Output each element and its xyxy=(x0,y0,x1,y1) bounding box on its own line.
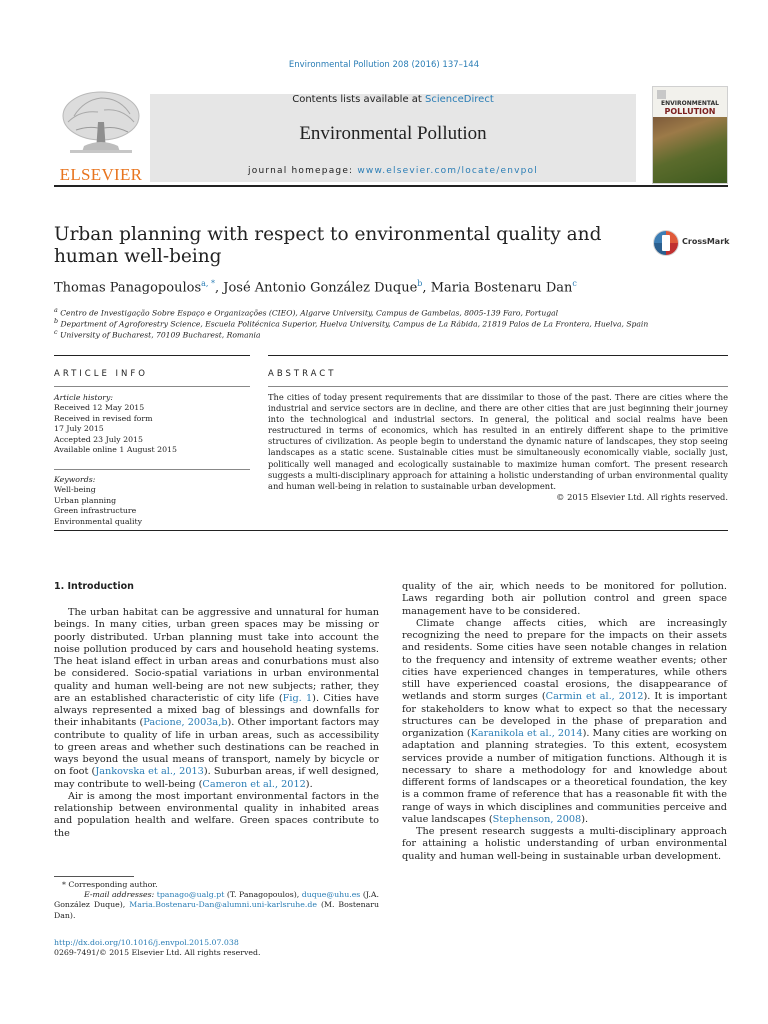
citation-link[interactable]: Carmin et al., 2012 xyxy=(545,691,644,703)
text-run: ). Suburban areas, if well designed, may contribute to well-being ( xyxy=(54,766,379,790)
body-paragraph xyxy=(402,618,727,826)
citation-link[interactable]: Pacione, 2003a,b xyxy=(143,717,228,729)
text-run: ). It is important for stakeholders to know what to expect so that the necessary structures can be developed in the phase of preparation and organization ( xyxy=(402,691,727,739)
cover-title xyxy=(657,100,723,116)
sciencedirect-link[interactable]: ScienceDirect xyxy=(425,94,494,105)
history-entry: Received 12 May 2015 xyxy=(54,403,145,413)
citation-link[interactable]: Karanikola et al., 2014 xyxy=(470,728,583,739)
author-name: Thomas Panagopoulos xyxy=(54,280,202,296)
email-link[interactable]: Maria.Bostenaru-Dan@alumni.uni-karlsruhe.de xyxy=(129,900,317,910)
author-affiliation-ref[interactable]: a, * xyxy=(201,279,215,288)
author-affiliation-ref[interactable]: c xyxy=(572,279,577,288)
journal-cover-thumbnail[interactable] xyxy=(652,86,728,184)
homepage-link[interactable]: www.elsevier.com/locate/envpol xyxy=(357,166,538,176)
affiliation-marker: a xyxy=(54,307,58,314)
elsevier-logo[interactable] xyxy=(54,86,148,182)
email-owner: (T. Panagopoulos), xyxy=(226,890,300,900)
article-history xyxy=(54,393,250,455)
article-info-heading: ARTICLE INFO xyxy=(54,369,148,379)
text-run: Climate change affects cities, which are increasingly recognizing the need to prepare for the impacts on their assets and residents. Some cities have seen notable changes in relation to the frequency and intensity of extreme weather events; other cities have experienced changes in temperatures, while others still have experienced coastal erosions, the disappearance of wetlands and storm surges ( xyxy=(402,617,727,703)
affiliation xyxy=(54,328,734,341)
keywords-rule xyxy=(54,469,250,470)
email-link[interactable]: tpanago@ualg.pt xyxy=(156,890,225,900)
keywords-label: Keywords: xyxy=(54,475,96,484)
keywords-block xyxy=(54,475,250,527)
affiliation-text: Department of Agroforestry Science, Escuela Politécnica Superior, Huelva University, Campus de La Rábida, 21819 Palos de La Frontera, Huelva, Spain xyxy=(60,319,649,329)
affiliation-text: Centro de Investigação Sobre Espaço e Organizações (CIEO), Algarve University, Campus de Gambelas, 8005-139 Faro, Portugal xyxy=(60,308,559,318)
body-paragraph: Air is among the most important environmental factors in the relationship between environmental quality in inhabited areas and population health and welfare. Green spaces contribute to the xyxy=(54,790,379,839)
author-name: José Antonio González Duque xyxy=(223,280,418,296)
author-list xyxy=(54,279,577,295)
author-separator: , xyxy=(214,280,224,296)
abstract-rule xyxy=(268,355,728,356)
email-link[interactable]: duque@uhu.es xyxy=(301,890,361,900)
journal-masthead xyxy=(54,86,728,184)
abstract-subrule xyxy=(268,386,728,387)
author-name: Maria Bostenaru Dan xyxy=(430,280,573,296)
masthead-divider xyxy=(54,185,728,187)
text-run: ). Other important factors may contribute to quality of life in urban areas, such as accessibility to green areas and whether such destinations can be reached in ways beyond the usual means of transport, namely by bicycle or on foot ( xyxy=(54,717,379,778)
crossmark-badge[interactable] xyxy=(652,228,732,260)
section-heading-introduction: 1. Introduction xyxy=(54,581,134,592)
body-paragraph: The present research suggests a multi-disciplinary approach for attaining a holistic understanding of urban environmental quality and human well-being in sustainable urban development. xyxy=(402,826,727,862)
elsevier-wordmark: ELSEVIER xyxy=(59,165,143,184)
history-entry: Available online 1 August 2015 xyxy=(54,445,177,455)
doi-link[interactable]: http://dx.doi.org/10.1016/j.envpol.2015.07.038 xyxy=(54,938,239,947)
footnote xyxy=(54,880,379,921)
cover-title-line1: ENVIRONMENTAL xyxy=(661,100,719,107)
abstract-copyright: © 2015 Elsevier Ltd. All rights reserved. xyxy=(556,491,728,502)
history-entry: Accepted 23 July 2015 xyxy=(54,434,143,444)
text-run: ). Many cities are working on adaptation and planning strategies. To this extent, ecosystem services provide a number of mitigation functions. Although it is necessary to share a methodology for and knowledge about different forms of landscapes or a theoretical foundation, the key is a common frame of reference that has a reasonable fit with the range of ways in which disciplines and communities perceive and value landscapes ( xyxy=(402,728,727,825)
cover-emblem-icon xyxy=(657,90,666,99)
article-history-label: Article history: xyxy=(54,393,114,402)
text-run: ). xyxy=(305,778,313,790)
journal-citation[interactable]: Environmental Pollution 208 (2016) 137–144 xyxy=(288,60,480,70)
email-owner: (J.A. González Duque), xyxy=(54,890,379,910)
footnote-rule xyxy=(54,876,134,877)
issn-copyright: 0269-7491/© 2015 Elsevier Ltd. All rights reserved. xyxy=(54,948,261,957)
cover-title-line2: POLLUTION xyxy=(664,107,716,116)
keyword: Urban planning xyxy=(54,495,117,505)
abstract-body: The cities of today present requirements that are dissimilar to those of the past. There are cities where the industrial and service sectors are in decline, and there are other cities that are just beginning their journey into the technological and industrial sectors. In general, the political and social realms have been restructured in terms of economics, which has resulted in an entirely different shape to the primitive structures of civilization. As people begin to understand the dynamic nature of landscapes, they stop seeing landscapes as a static scene. Sustainable cities must be simultaneously economically viable, socially just, politically well managed and ecologically sustainable to maximize human comfort. The present research suggests a multi-disciplinary approach for attaining a holistic understanding of urban environmental quality and human well-being in relation to sustainable urban development. xyxy=(268,392,728,491)
contents-line xyxy=(150,94,636,105)
corresponding-author-note: * Corresponding author. xyxy=(62,880,158,889)
abstract-heading: ABSTRACT xyxy=(268,369,337,379)
text-run: ). xyxy=(581,813,589,825)
article-info-rule xyxy=(54,355,250,356)
body-paragraph: quality of the air, which needs to be monitored for pollution. Laws regarding both air pollution control and green space management have to be considered. xyxy=(402,581,727,617)
journal-title: Environmental Pollution xyxy=(299,123,487,144)
journal-banner xyxy=(150,94,636,182)
citation-link[interactable]: Stephenson, 2008 xyxy=(492,813,582,825)
front-matter-bottom-rule xyxy=(54,530,728,531)
citation-link[interactable]: Cameron et al., 2012 xyxy=(202,778,306,790)
citation-link[interactable]: Jankovska et al., 2013 xyxy=(95,766,204,778)
body-paragraph xyxy=(54,607,379,791)
contents-prefix: Contents lists available at xyxy=(292,94,422,105)
crossmark-label: CrossMark xyxy=(682,237,730,246)
history-entry: 17 July 2015 xyxy=(54,424,104,434)
abstract-text xyxy=(268,392,728,503)
body-right-column xyxy=(402,581,727,863)
text-run: ). Cities have always represented a mixed bag of blessings and downfalls for their inhabitants ( xyxy=(54,692,380,729)
affiliation-marker: b xyxy=(54,318,59,325)
author-separator: , xyxy=(422,280,431,296)
article-info-subrule xyxy=(54,386,250,387)
journal-homepage-line xyxy=(150,166,636,176)
doi-block xyxy=(54,938,260,958)
keyword: Green infrastructure xyxy=(54,506,137,516)
email-label: E-mail addresses: xyxy=(84,890,155,900)
keyword: Well-being xyxy=(54,485,96,495)
keyword: Environmental quality xyxy=(54,516,143,526)
crossmark-icon xyxy=(652,228,680,258)
body-left-column xyxy=(54,607,379,840)
affiliation-text: University of Bucharest, 70109 Bucharest, Romania xyxy=(59,330,261,340)
figure-reference-link[interactable]: Fig. 1 xyxy=(282,692,313,704)
author-affiliation-ref[interactable]: b xyxy=(417,279,423,288)
affiliation-marker: c xyxy=(54,329,58,336)
homepage-prefix: journal homepage: xyxy=(248,166,354,176)
email-addresses xyxy=(54,890,379,921)
text-run: The urban habitat can be aggressive and unnatural for human beings. In many cities, urban green spaces may be missing or poorly distributed. Urban planning must take into account the noise pollution produced by cars and household heating systems. The heat island effect in urban areas and conurbations must also be considered. Socio-spatial variations in urban environmental quality and human well-being are not new subjects; rather, they are an established characteristic of city life ( xyxy=(54,607,379,704)
history-entry: Received in revised form xyxy=(54,413,153,423)
article-title: Urban planning with respect to environmental quality and human well-being xyxy=(54,224,602,267)
cover-image xyxy=(653,117,727,183)
email-owner: (M. Bostenaru Dan). xyxy=(54,900,380,920)
